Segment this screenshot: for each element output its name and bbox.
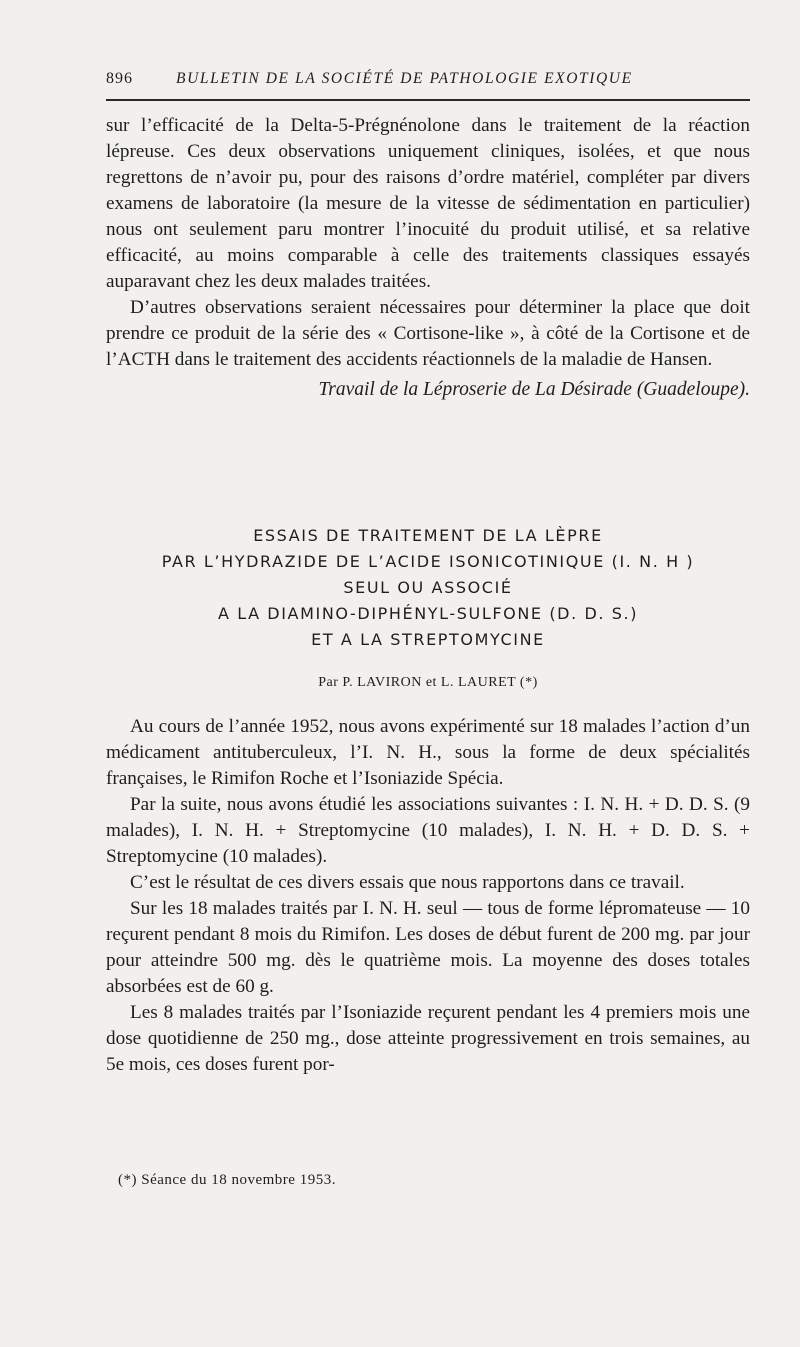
credit-prefix: Travail de la Léproserie de La Désirade	[318, 379, 632, 400]
paragraph: sur l’efficacité de la Delta-5-Prégnénolone dans le traitement de la réaction lépreuse. Ces deux observations uniquement cliniques, isolées, et que nous regrettons de n’avoir pu, pour des raisons d’ordre matériel, compléter par divers examens de laboratoire (la mesure de la vitesse de sédimentation en particulier) nous ont seulement paru montrer l’inocuité du produit utilisé, et sa relative efficacité, au moins comparable à celle des traitements classiques essayés auparavant chez les deux malades traitées.	[106, 115, 750, 292]
running-head	[106, 70, 750, 88]
credit-place: (Guadeloupe).	[636, 379, 750, 400]
journal-title: BULLETIN DE LA SOCIÉTÉ DE PATHOLOGIE EXOTIQUE	[176, 70, 633, 87]
paragraph: D’autres observations seraient nécessaires pour déterminer la place que doit prendre ce produit de la série des « Cortisone-like », à côté de la Cortisone et de l’ACTH dans le traitement des accidents réactionnels de la maladie de Hansen.	[106, 297, 750, 370]
title-line: ESSAIS DE TRAITEMENT DE LA LÈPRE	[253, 526, 603, 545]
paragraph: Les 8 malades traités par l’Isoniazide reçurent pendant les 4 premiers mois une dose quotidienne de 250 mg., dose atteinte progressivement en trois semaines, au 5e mois, ces doses furent por-	[106, 1002, 750, 1075]
header-rule	[106, 99, 750, 101]
article-body	[106, 714, 750, 1078]
paragraph: C’est le résultat de ces divers essais que nous rapportons dans ce travail.	[130, 872, 685, 893]
article-title	[100, 523, 756, 653]
paragraph: Sur les 18 malades traités par I. N. H. seul — tous de forme lépromateuse — 10 reçurent pendant 8 mois du Rimifon. Les doses de début furent de 200 mg. par jour pour atteindre 500 mg. dès le quatrième mois. La moyenne des doses totales absorbées est de 60 g.	[106, 898, 750, 997]
paragraph: Au cours de l’année 1952, nous avons expérimenté sur 18 malades l’action d’un médicament antituberculeux, l’I. N. H., sous la forme de deux spécialités françaises, le Rimifon Roche et l’Isoniazide Spécia.	[106, 716, 750, 789]
footnote: (*) Séance du 18 novembre 1953.	[118, 1172, 336, 1188]
title-line: ET A LA STREPTOMYCINE	[311, 630, 545, 649]
previous-article-text	[106, 113, 750, 403]
paragraph: Par la suite, nous avons étudié les associations suivantes : I. N. H. + D. D. S. (9 malades), I. N. H. + Streptomycine (10 malades), I. N. H. + D. D. S. + Streptomycine (10 malades).	[106, 794, 750, 867]
title-line: PAR L’HYDRAZIDE DE L’ACIDE ISONICOTINIQUE (I. N. H )	[161, 552, 695, 571]
title-line: A LA DIAMINO-DIPHÉNYL-SULFONE (D. D. S.)	[217, 604, 639, 623]
page-number: 896	[106, 70, 133, 87]
title-line: SEUL OU ASSOCIÉ	[343, 578, 513, 597]
author-line: Par P. LAVIRON et L. LAURET (*)	[318, 675, 538, 690]
credit-line	[106, 377, 750, 403]
